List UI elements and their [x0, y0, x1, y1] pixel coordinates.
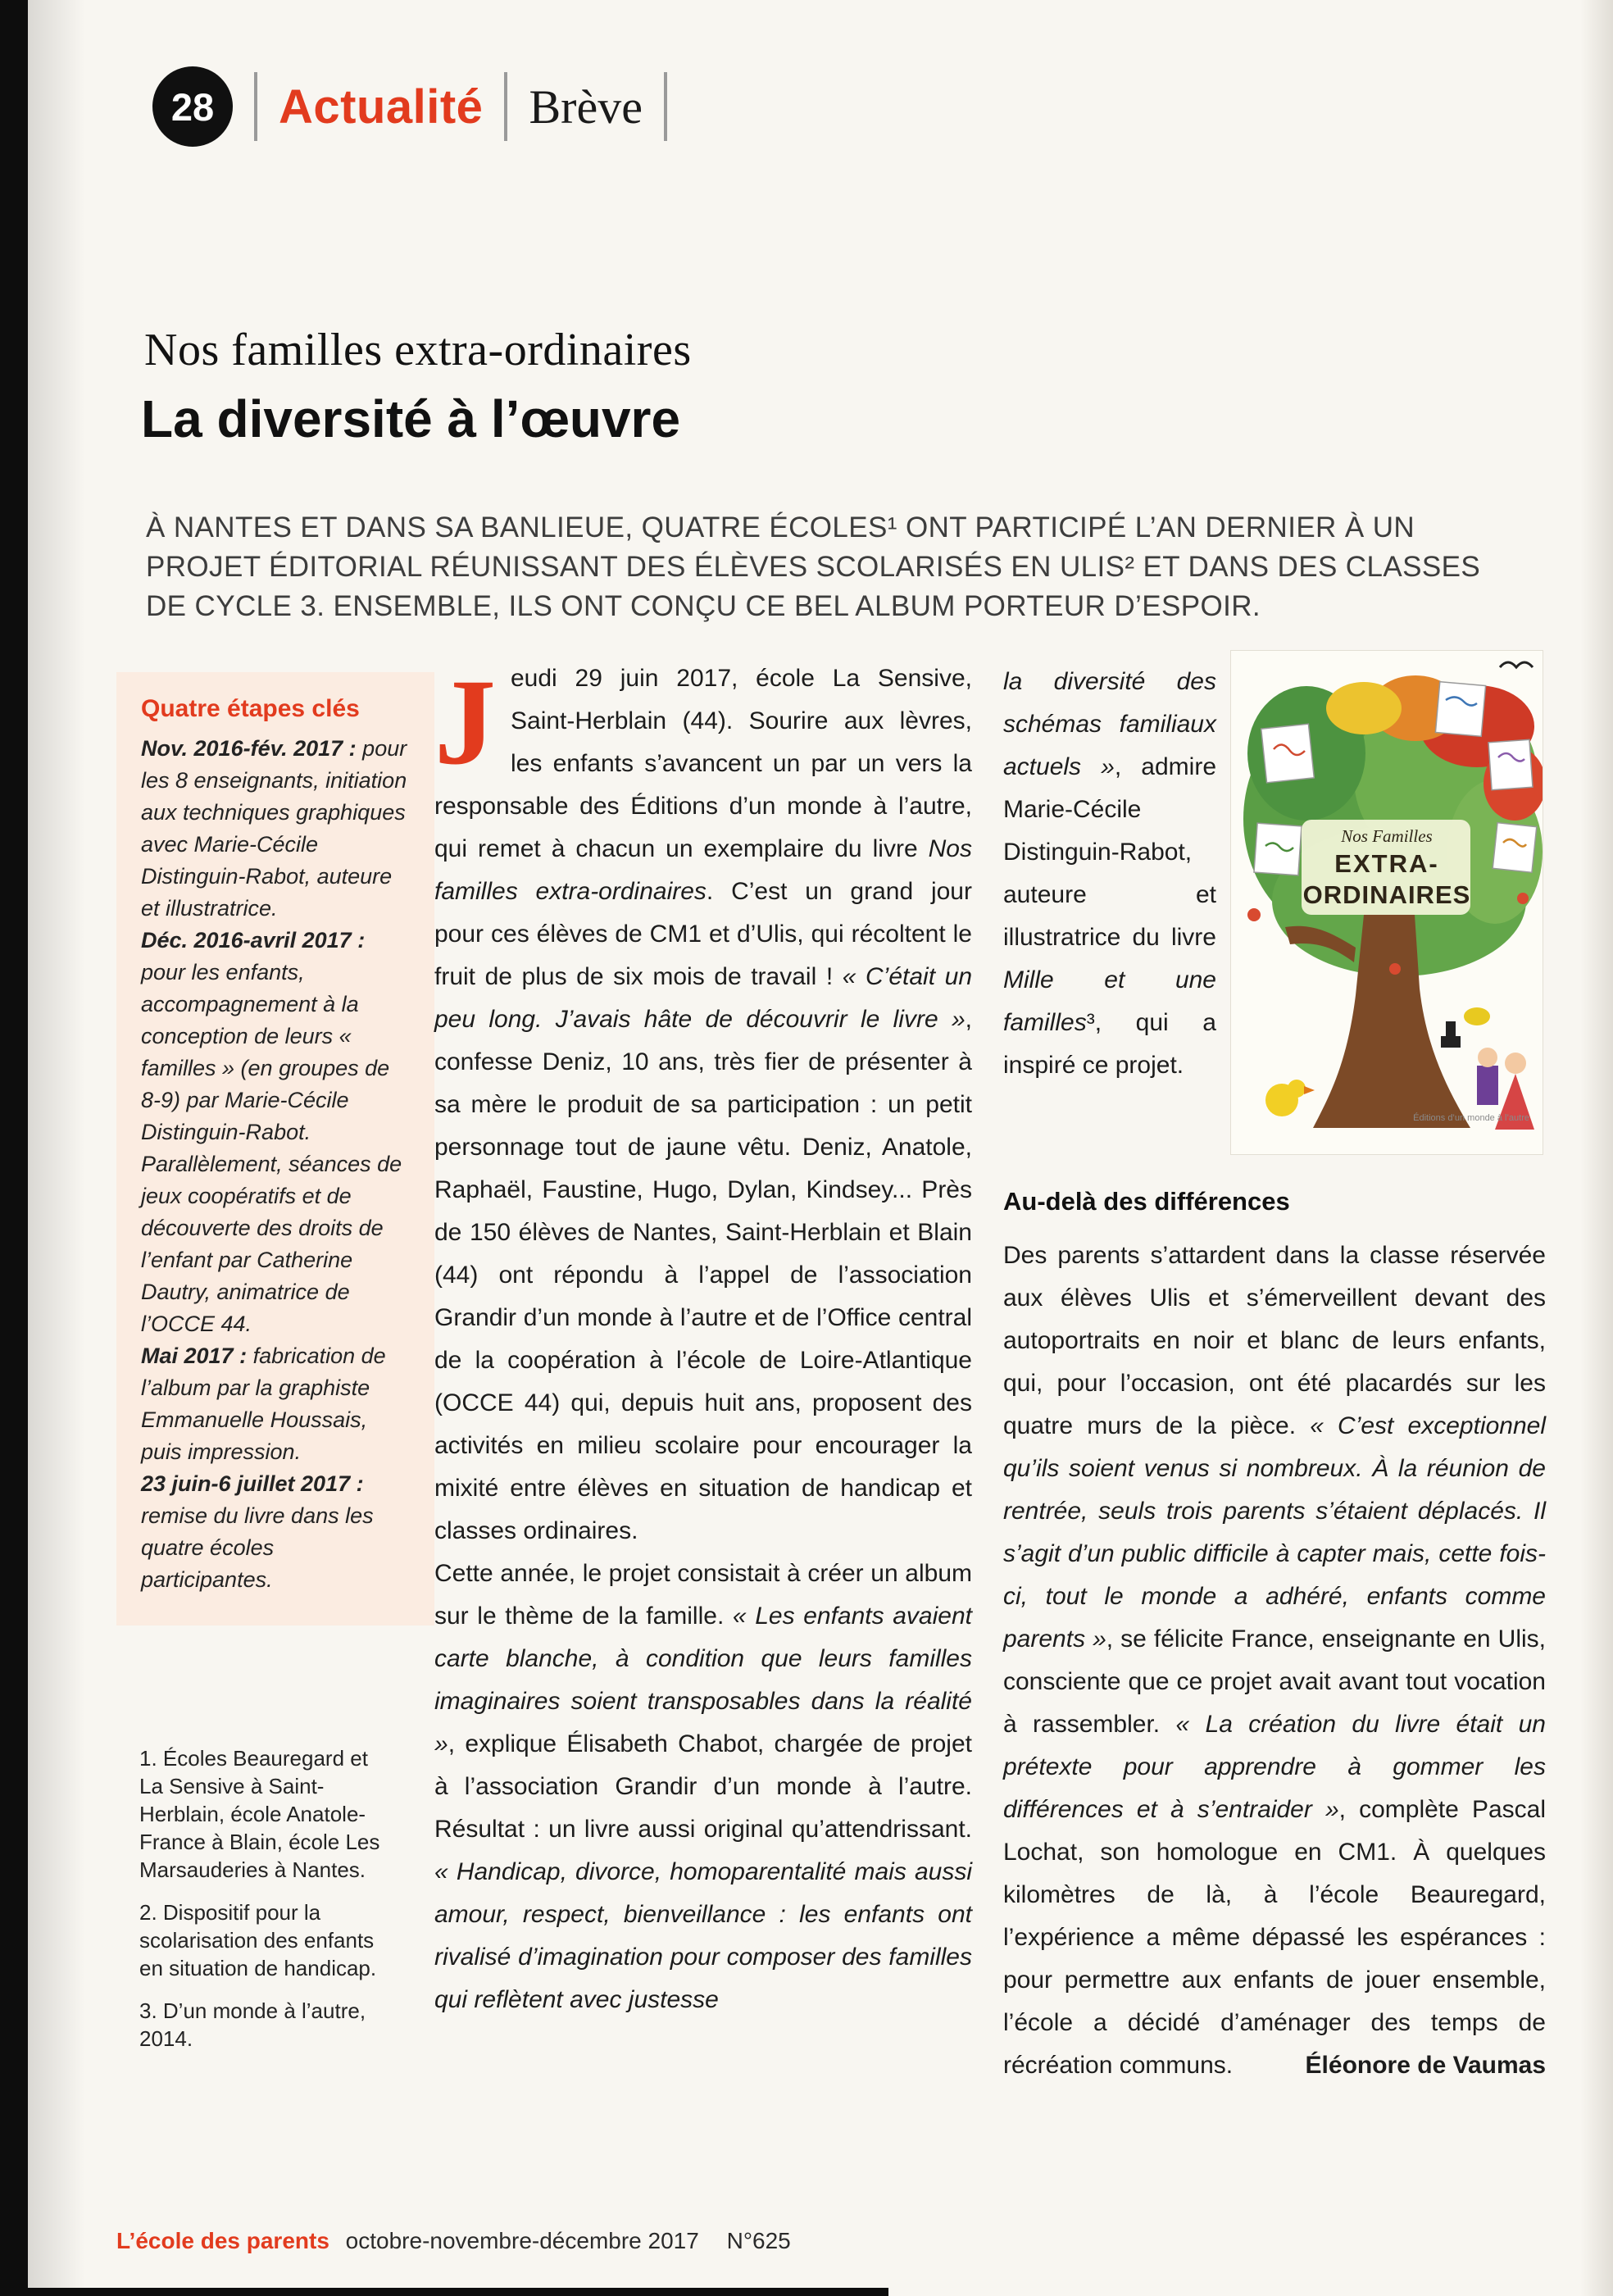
key-step-2-text: pour les enfants, accompagnement à la conception de leurs « familles » (en groupes de 8-9) par Marie-Cécile Distinguin-Rabot. Parallèlement, séances de jeux coopératifs et de découverte des droits de l’enfant par Catherine Dautry, animatrice de l’OCCE 44. — [141, 960, 402, 1336]
issue-date: octobre-novembre-décembre 2017 — [345, 2228, 699, 2253]
section-label: Actualité — [279, 80, 484, 134]
article-title: La diversité à l’œuvre — [141, 389, 681, 448]
article-column-right — [1003, 1234, 1546, 2087]
key-step-1-dates: Nov. 2016-fév. 2017 : — [141, 736, 357, 761]
scan-gutter-shadow — [28, 0, 85, 2296]
issue-number: N°625 — [726, 2228, 791, 2253]
article-paragraph-2: Cette année, le projet consistait à créer un album sur le thème de la famille. « Les enfants avaient carte blanche, à condition que leurs familles imaginaires soient transposables dans la réalité », explique Élisabeth Chabot, chargée de projet à l’association Grandir d’un monde à l’autre. Résultat : un livre aussi original qu’attendrissant. « Handicap, divorce, homoparentalité mais aussi amour, respect, bienveillance : les enfants ont rivalisé d’imagination pour composer des familles qui reflètent avec justesse — [434, 1560, 972, 2013]
book-cover-title-line1: EXTRA- — [1334, 849, 1439, 878]
byline: Éléonore de Vaumas — [1305, 2052, 1546, 2079]
article-continuation: la diversité des schémas familiaux actuels », admire Marie-Cécile Distinguin-Rabot, auteure et illustratrice du livre Mille et une familles³, qui a inspiré ce projet. — [1003, 668, 1217, 1079]
footnotes — [139, 1744, 389, 2067]
paragraph-1-text: eudi 29 juin 2017, école La Sensive, Saint-Herblain (44). Sourire aux lèvres, les enfants s’avancent un par un vers la responsable des Éditions d’un monde à l’autre, qui remet à chacun un exemplaire du livre Nos familles extra-ordinaires. C’est un grand jour pour ces élèves de CM1 et d’Ulis, qui récoltent le fruit de plus de six mois de travail ! « C’était un peu long. J’avais hâte de découvrir le livre », confesse Deniz, 10 ans, très fier de présenter à sa mère le produit de sa participation : un petit personnage tout de jaune vêtu. Deniz, Anatole, Raphaël, Faustine, Hugo, Dylan, Kindsey... Près de 150 élèves de Nantes, Saint-Herblain et Blain (44) ont répondu à l’appel de l’association Grandir d’un monde à l’autre et de l’Office central de la coopération à l’école de Loire-Atlantique (OCCE 44) qui, depuis huit ans, proposent des activités en milieu scolaire pour encourager la mixité entre élèves en situation de handicap et classes ordinaires. — [434, 665, 972, 1544]
key-step-3-text: fabrication de l’album par la graphiste Emmanuelle Houssais, puis impression. — [141, 1344, 386, 1464]
scan-edge-left — [0, 0, 28, 2296]
page-number-badge: 28 — [152, 66, 233, 147]
key-step-2-dates: Déc. 2016-avril 2017 : — [141, 928, 366, 952]
article-paragraph-1 — [434, 654, 972, 1553]
key-step-4-dates: 23 juin-6 juillet 2017 : — [141, 1471, 364, 1496]
scan-edge-right — [1580, 0, 1613, 2296]
drop-cap: J — [434, 654, 496, 790]
subsection-label: Brève — [529, 80, 643, 134]
book-cover-title-line2: ORDINAIRES — [1302, 880, 1471, 909]
key-steps-box — [116, 672, 434, 1625]
footnote-1: 1. Écoles Beauregard et La Sensive à Saint-Herblain, école Anatole-France à Blain, école Les Marsauderies à Nantes. — [139, 1746, 380, 1882]
article-standfirst: À NANTES ET DANS SA BANLIEUE, QUATRE ÉCOLES¹ ONT PARTICIPÉ L’AN DERNIER À UN PROJET ÉDITORIAL RÉUNISSANT DES ÉLÈVES SCOLARISÉS EN ULIS² ET DANS DES CLASSES DE CYCLE 3. ENSEMBLE, ILS ONT CONÇU CE BEL ALBUM PORTEUR D’ESPOIR. — [146, 511, 1481, 622]
key-step-3 — [141, 1340, 410, 1468]
header-separator — [254, 72, 257, 141]
header-separator — [504, 72, 507, 141]
key-step-1 — [141, 733, 410, 925]
magazine-name: L’école des parents — [116, 2228, 329, 2253]
footnote-3: 3. D’un monde à l’autre, 2014. — [139, 1998, 366, 2051]
article-paragraph-3: Des parents s’attardent dans la classe réservée aux élèves Ulis et s’émerveillent devant des autoportraits en noir et blanc de leurs enfants, qui, pour l’occasion, ont été placardés sur les quatre murs de la pièce. « C’est exceptionnel qu’ils soient venus si nombreux. À la réunion de rentrée, seuls trois parents s’étaient déplacés. Il s’agit d’un public difficile à capter mais, cette fois-ci, tout le monde a adhéré, enfants comme parents », se félicite France, enseignante en Ulis, consciente que ce projet avait avant tout vocation à rassembler. « La création du livre était un prétexte pour apprendre à gommer les différences et à s’entraider », complète Pascal Lochat, son homologue en CM1. À quelques kilomètres de là, à l’école Beauregard, l’expérience a même dépassé les espérances : pour permettre aux enfants de jouer ensemble, l’école a décidé d’aménager des temps de récréation communs. Éléonore de Vaumas — [1003, 1234, 1546, 2087]
article-kicker: Nos familles extra-ordinaires — [144, 325, 692, 375]
page-footer — [116, 2228, 791, 2254]
key-step-4 — [141, 1468, 410, 1596]
section-heading: Au-delà des différences — [1003, 1187, 1290, 1216]
key-steps-title: Quatre étapes clés — [141, 695, 360, 722]
header-separator — [664, 72, 667, 141]
key-step-4-text: remise du livre dans les quatre écoles participantes. — [141, 1503, 374, 1592]
book-cover-script-title: Nos Familles — [1341, 826, 1433, 846]
book-cover-publisher: Éditions d’un monde à l’autre — [1413, 1113, 1529, 1123]
book-cover — [1231, 651, 1543, 1154]
scan-edge-bottom — [28, 2288, 888, 2296]
key-step-1-text: pour les 8 enseignants, initiation aux techniques graphiques avec Marie-Cécile Distinguin-Rabot, auteure et illustratrice. — [141, 736, 407, 921]
key-step-2 — [141, 925, 410, 1340]
article-column-main — [434, 654, 972, 2021]
key-step-3-dates: Mai 2017 : — [141, 1344, 248, 1368]
page-header — [152, 66, 667, 148]
footnote-2: 2. Dispositif pour la scolarisation des enfants en situation de handicap. — [139, 1900, 377, 1980]
